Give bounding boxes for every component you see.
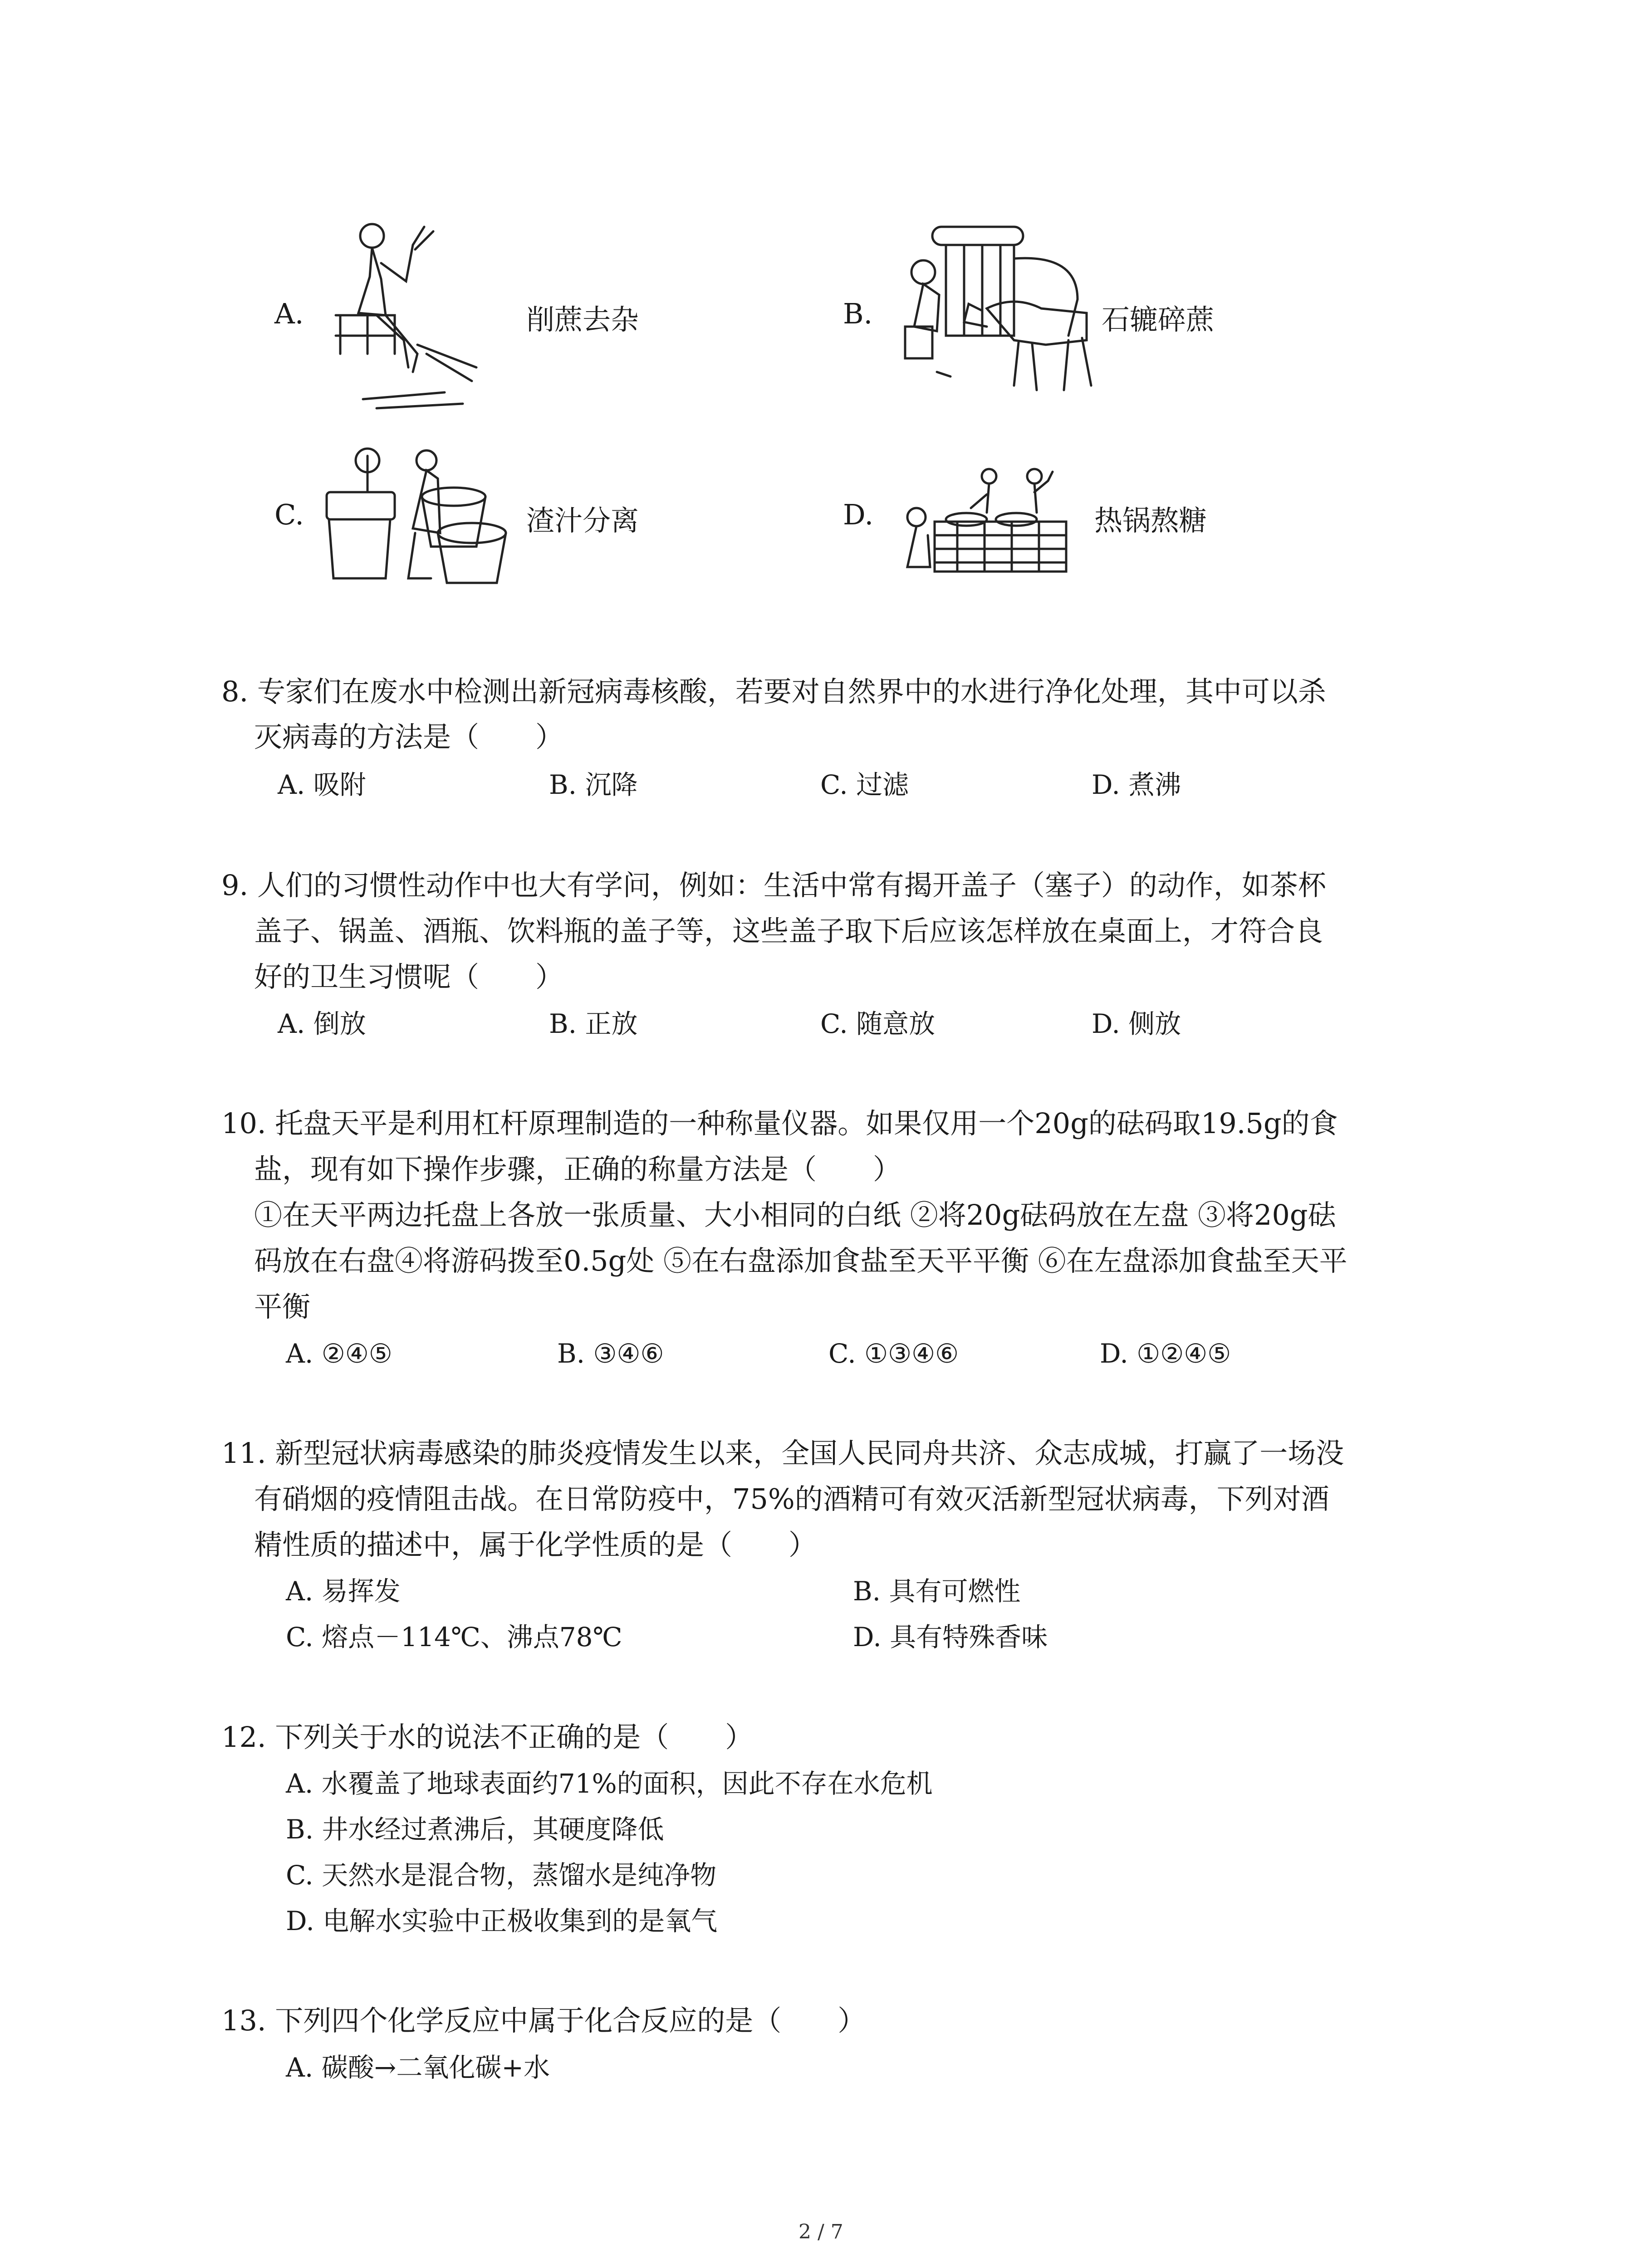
- option-b: B. ③④⑥: [557, 1338, 664, 1369]
- illustration-caption: 热锅熬糖: [1094, 504, 1207, 537]
- illustration-caption: 石辘碎蔗: [1102, 303, 1215, 336]
- question-text: 10. 托盘天平是利用杠杆原理制造的一种称量仪器。如果仅用一个20g的砝码取19.5g的食: [221, 1107, 1338, 1140]
- option-b: B. 井水经过煮沸后，其硬度降低: [286, 1814, 664, 1845]
- option-b: B. 正放: [549, 1008, 638, 1039]
- option-d: D. ①②④⑤: [1100, 1338, 1231, 1369]
- option-d: D. 煮沸: [1092, 769, 1181, 800]
- ox-turning-stone-roller-icon: [896, 218, 1114, 399]
- option-a: A. 吸附: [278, 769, 366, 800]
- question-text: 13. 下列四个化学反应中属于化合反应的是（ ）: [221, 2004, 866, 2037]
- question-text: 12. 下列关于水的说法不正确的是（ ）: [221, 1721, 754, 1754]
- option-b: B. 具有可燃性: [853, 1576, 1021, 1607]
- question-text: 9. 人们的习惯性动作中也大有学问，例如：生活中常有揭开盖子（塞子）的动作，如茶杯: [221, 869, 1326, 902]
- illustration-caption: 削蔗去杂: [526, 303, 639, 336]
- option-c: C. 过滤: [820, 769, 909, 800]
- question-text: 有硝烟的疫情阻击战。在日常防疫中，75%的酒精可有效灭活新型冠状病毒，下列对酒: [254, 1482, 1329, 1515]
- question-text: 11. 新型冠状病毒感染的肺炎疫情发生以来，全国人民同舟共济、众志成城，打赢了一场没: [221, 1437, 1344, 1470]
- option-c: C. 熔点－114℃、沸点78℃: [286, 1622, 622, 1652]
- option-letter: C.: [274, 498, 304, 531]
- question-text: 灭病毒的方法是（ ）: [254, 720, 564, 753]
- question-text: 盐，现有如下操作步骤，正确的称量方法是（ ）: [254, 1153, 901, 1186]
- question-text: 平衡: [254, 1290, 311, 1323]
- figure-with-vats-icon: [318, 442, 508, 587]
- option-a: A. 易挥发: [286, 1576, 401, 1607]
- question-text: ①在天平两边托盘上各放一张质量、大小相同的白纸 ②将20g砝码放在左盘 ③将20g砝: [254, 1198, 1336, 1232]
- question-text: 盖子、锅盖、酒瓶、饮料瓶的盖子等，这些盖子取下后应该怎样放在桌面上，才符合良: [254, 914, 1323, 948]
- question-text: 码放在右盘④将游码拨至0.5g处 ⑤在右盘添加食盐至天平平衡 ⑥在左盘添加食盐至天平: [254, 1244, 1347, 1277]
- question-text: 好的卫生习惯呢（ ）: [254, 960, 564, 993]
- workers-at-stove-icon: [898, 467, 1075, 581]
- option-d: D. 具有特殊香味: [853, 1622, 1048, 1652]
- option-a: A. ②④⑤: [286, 1338, 392, 1369]
- option-c: C. ①③④⑥: [828, 1338, 959, 1369]
- option-b: B. 沉降: [549, 769, 638, 800]
- option-a: A. 水覆盖了地球表面约71%的面积，因此不存在水危机: [286, 1768, 933, 1799]
- option-d: D. 侧放: [1092, 1008, 1181, 1039]
- page-number: 2 / 7: [798, 2220, 843, 2244]
- question-text: 精性质的描述中，属于化学性质的是（ ）: [254, 1528, 817, 1561]
- illustration-caption: 渣汁分离: [526, 504, 639, 537]
- option-letter: D.: [843, 498, 874, 531]
- option-a: A. 倒放: [278, 1008, 366, 1039]
- option-a: A. 碳酸→二氧化碳+水: [286, 2052, 550, 2083]
- option-letter: B.: [843, 297, 873, 330]
- option-c: C. 天然水是混合物，蒸馏水是纯净物: [286, 1860, 717, 1891]
- question-text: 8. 专家们在废水中检测出新冠病毒核酸，若要对自然界中的水进行净化处理，其中可以杀: [221, 675, 1326, 708]
- option-d: D. 电解水实验中正极收集到的是氧气: [286, 1906, 718, 1936]
- option-c: C. 随意放: [820, 1008, 936, 1039]
- figure-cutting-cane-icon: [327, 218, 481, 413]
- option-letter: A.: [274, 297, 304, 330]
